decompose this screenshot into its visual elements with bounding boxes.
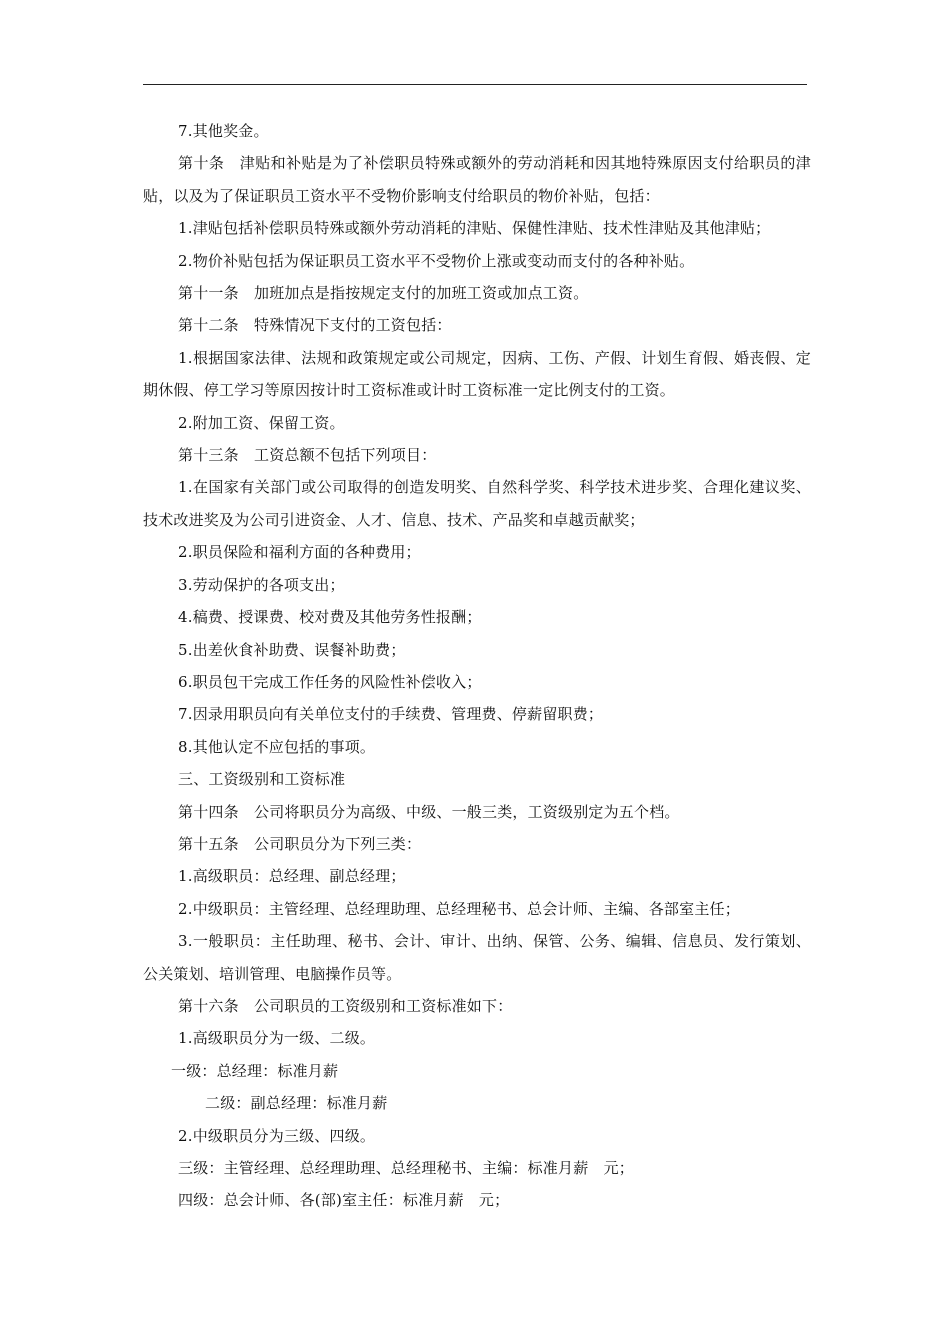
paragraph-senior-grades: 1.高级职员分为一级、二级。 <box>178 1029 376 1048</box>
paragraph-hiring-fees: 7.因录用职员向有关单位支付的手续费、管理费、停薪留职费； <box>178 705 604 724</box>
paragraph-mid-grades: 2.中级职员分为三级、四级。 <box>178 1126 376 1145</box>
section-heading-wage-levels: 三、工资级别和工资标准 <box>178 770 346 789</box>
paragraph-price-subsidy: 2.物价补贴包括为保证职员工资水平不受物价上涨或变动而支付的各种补贴。 <box>178 251 695 270</box>
paragraph-additional-wages: 2.附加工资、保留工资。 <box>178 413 345 432</box>
paragraph-meal-subsidy: 5.出差伙食补助费、误餐补助费； <box>178 640 406 659</box>
paragraph-special-wages: 1.根据国家法律、法规和政策规定或公司规定，因病、工伤、产假、计划生育假、婚丧假、定期休假、停工学习等原因按计时工资标准或计时工资标准一定比例支付的工资。 <box>143 348 811 400</box>
paragraph-allowance: 1.津贴包括补偿职员特殊或额外劳动消耗的津贴、保健性津贴、技术性津贴及其他津贴； <box>178 219 771 238</box>
header-rule <box>143 84 807 85</box>
paragraph-remuneration: 4.稿费、授课费、校对费及其他劳务性报酬； <box>178 608 482 627</box>
paragraph-article-13: 第十三条 工资总额不包括下列项目： <box>178 446 437 465</box>
paragraph-general-staff: 3.一般职员：主任助理、秘书、会计、审计、出纳、保管、公务、编辑、信息员、发行策划、公关策划、培训管理、电脑操作员等。 <box>143 932 811 983</box>
paragraph-grade-4: 四级：总会计师、各(部)室主任：标准月薪 元； <box>178 1191 510 1210</box>
paragraph-other-bonus: 7.其他奖金。 <box>178 122 269 140</box>
paragraph-grade-1: 一级：总经理：标准月薪 <box>171 1061 339 1080</box>
paragraph-risk-compensation: 6.职员包干完成工作任务的风险性补偿收入； <box>178 672 482 691</box>
paragraph-grade-2: 二级：副总经理：标准月薪 <box>205 1094 388 1113</box>
paragraph-article-11: 第十一条 加班加点是指按规定支付的加班工资或加点工资。 <box>178 284 589 303</box>
paragraph-insurance: 2.职员保险和福利方面的各种费用； <box>178 543 421 562</box>
paragraph-awards: 1.在国家有关部门或公司取得的创造发明奖、自然科学奖、科学技术进步奖、合理化建议奖、技术改进奖及为公司引进资金、人才、信息、技术、产品奖和卓越贡献奖； <box>143 478 811 529</box>
paragraph-labor-protection: 3.劳动保护的各项支出； <box>178 575 345 594</box>
paragraph-article-14: 第十四条 公司将职员分为高级、中级、一般三类，工资级别定为五个档。 <box>178 802 680 821</box>
paragraph-article-12: 第十二条 特殊情况下支付的工资包括： <box>178 316 452 335</box>
paragraph-senior-staff: 1.高级职员：总经理、副总经理； <box>178 867 406 886</box>
paragraph-grade-3: 三级：主管经理、总经理助理、总经理秘书、主编：标准月薪 元； <box>178 1159 635 1177</box>
paragraph-article-10: 第十条 津贴和补贴是为了补偿职员特殊或额外的劳动消耗和因其地特殊原因支付给职员的津贴，以及为了保证职员工资水平不受物价影响支付给职员的物价补贴，包括： <box>143 154 811 205</box>
paragraph-other-items: 8.其他认定不应包括的事项。 <box>178 737 376 756</box>
document-body <box>143 115 811 1217</box>
paragraph-article-16: 第十六条 公司职员的工资级别和工资标准如下： <box>178 996 513 1015</box>
paragraph-article-15: 第十五条 公司职员分为下列三类： <box>178 834 422 853</box>
paragraph-mid-level-staff: 2.中级职员：主管经理、总经理助理、总经理秘书、总会计师、主编、各部室主任； <box>178 899 740 918</box>
